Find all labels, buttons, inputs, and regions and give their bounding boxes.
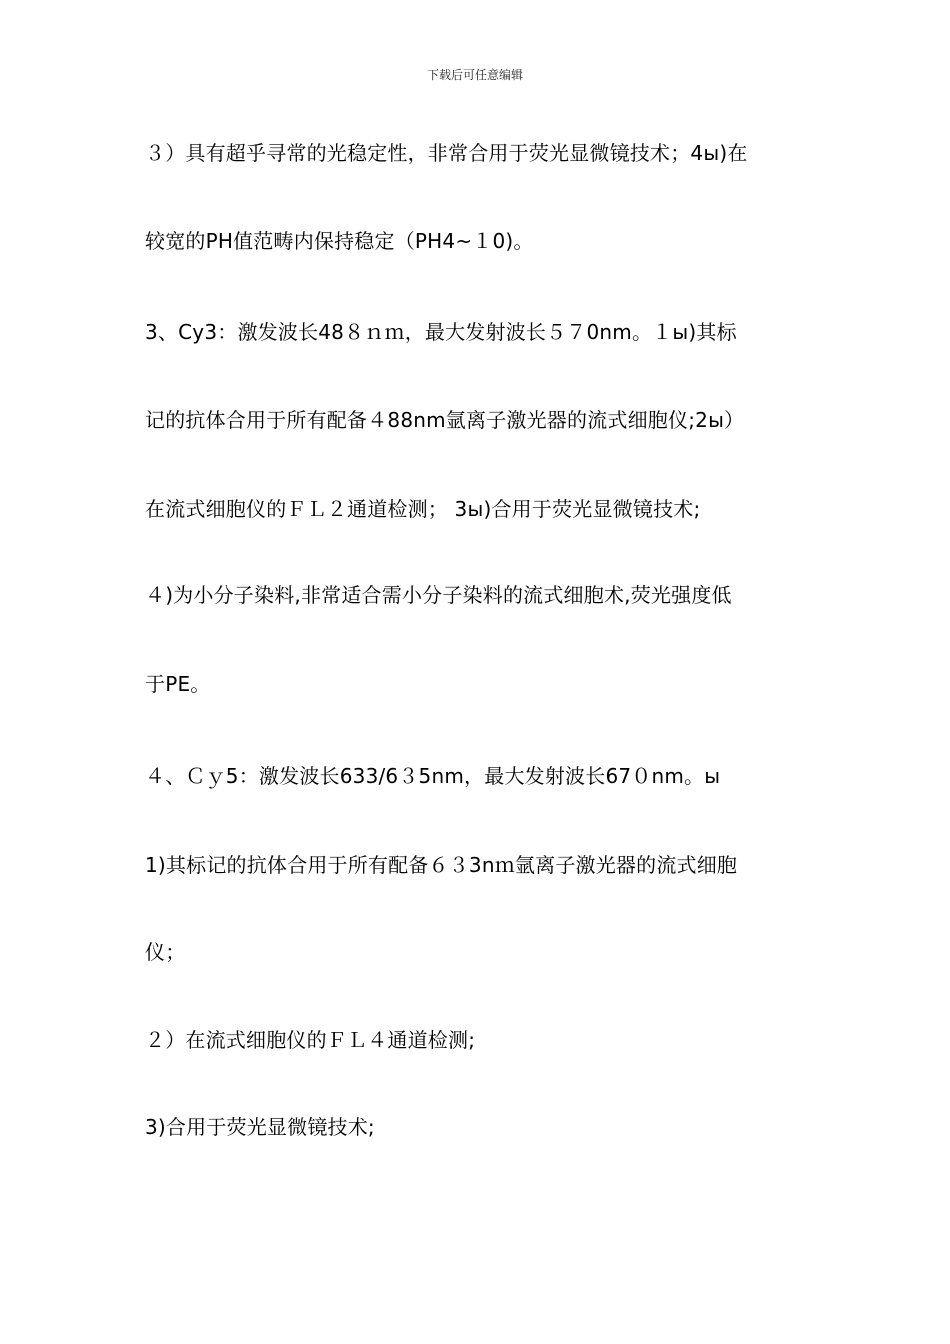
text-line-9: 1)其标记的抗体合用于所有配备６３3nｍ氩离子激光器的流式细胞 (145, 853, 738, 877)
text-line-10: 仪； (145, 940, 186, 964)
text-line-3: 3、Cy3：激发波长48８ｎｍ，最大发射波长５７0nm。１ы)其标 (145, 320, 737, 344)
text-line-1: ３）具有超乎寻常的光稳定性，非常合用于荧光显微镜技术；4ы)在 (145, 141, 748, 165)
text-line-4: 记的抗体合用于所有配备４88nm氩离子激光器的流式细胞仪;2ы） (145, 408, 745, 432)
text-line-11: ２）在流式细胞仪的ＦＬ４通道检测; (145, 1028, 476, 1052)
text-line-12: 3)合用于荧光显微镜技术; (145, 1115, 375, 1139)
text-line-2: 较宽的PH值范畴内保持稳定（PH4~１0)。 (145, 229, 534, 253)
text-line-8: ４、Ｃｙ5：激发波长633/6３5nm，最大发射波长67０nm。ы (145, 764, 721, 788)
text-line-7: 于PE。 (145, 672, 211, 696)
text-line-6: ４)为小分子染料,非常适合需小分子染料的流式细胞术,荧光强度低 (145, 583, 732, 607)
text-line-5: 在流式细胞仪的ＦＬ２通道检测； 3ы)合用于荧光显微镜技术; (145, 497, 701, 521)
page-header: 下载后可任意编辑 (426, 68, 523, 82)
